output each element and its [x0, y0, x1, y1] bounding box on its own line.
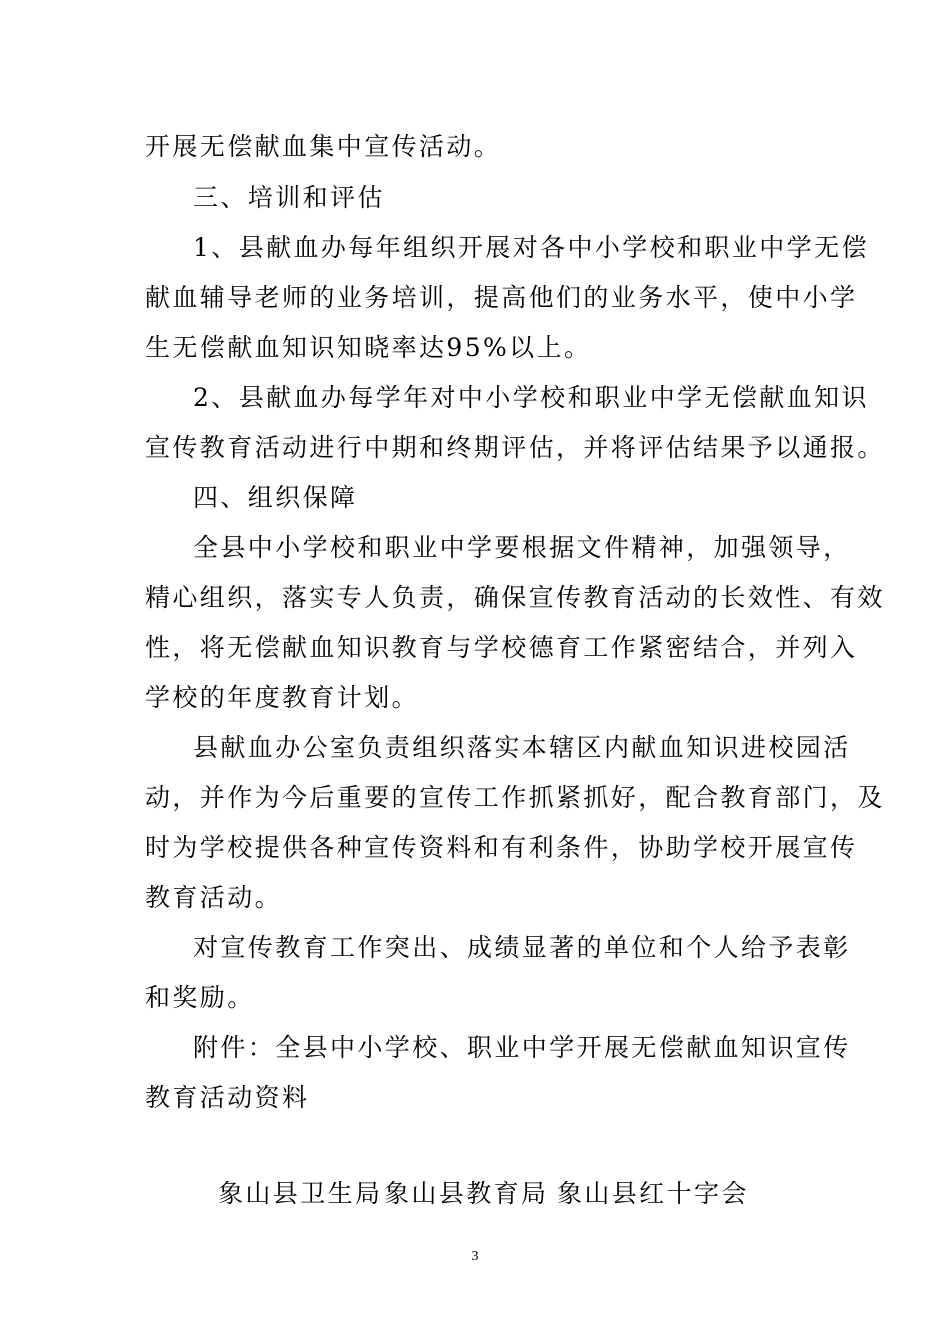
attachment-line-2: 教育活动资料 — [145, 1083, 310, 1112]
body-line-18: 和奖励。 — [145, 983, 255, 1012]
page-number: 3 — [471, 1249, 479, 1264]
body-line-13: 县献血办公室负责组织落实本辖区内献血知识进校园活 — [193, 733, 851, 762]
body-line-9: 全县中小学校和职业中学要根据文件精神，加强领导， — [193, 533, 851, 562]
body-line-4: 献血辅导老师的业务培训，提高他们的业务水平，使中小学 — [145, 283, 858, 312]
body-line-17: 对宣传教育工作突出、成绩显著的单位和个人给予表彰 — [193, 933, 851, 962]
signature-health-bureau: 象山县卫生局 — [218, 1179, 383, 1208]
body-line-6: 2、县献血办每学年对中小学校和职业中学无偿献血知识 — [193, 383, 869, 412]
signature-line — [0, 1174, 950, 1214]
body-line-5: 生无偿献血知识知晓率达95%以上。 — [145, 333, 592, 362]
attachment-line-1: 附件：全县中小学校、职业中学开展无偿献血知识宣传 — [193, 1033, 851, 1062]
body-line-16: 教育活动。 — [145, 883, 283, 912]
body-line-1: 开展无偿献血集中宣传活动。 — [145, 132, 502, 161]
body-line-12: 学校的年度教育计划。 — [145, 683, 420, 712]
body-line-15: 时为学校提供各种宣传资料和有利条件，协助学校开展宣传 — [145, 833, 858, 862]
body-line-11: 性，将无偿献血知识教育与学校德育工作紧密结合，并列入 — [145, 633, 858, 662]
body-line-3: 1、县献血办每年组织开展对各中小学校和职业中学无偿 — [193, 233, 869, 262]
body-line-7: 宣传教育活动进行中期和终期评估，并将评估结果予以通报。 — [145, 433, 885, 462]
signature-red-cross: 象山县红十字会 — [557, 1179, 749, 1208]
section-heading-training: 三、培训和评估 — [193, 183, 385, 212]
body-line-14: 动，并作为今后重要的宣传工作抓紧抓好，配合教育部门，及 — [145, 783, 885, 812]
body-line-10: 精心组织，落实专人负责，确保宣传教育活动的长效性、有效 — [145, 583, 885, 612]
signature-education-bureau: 象山县教育局 — [384, 1179, 549, 1208]
section-heading-organization: 四、组织保障 — [193, 483, 358, 512]
